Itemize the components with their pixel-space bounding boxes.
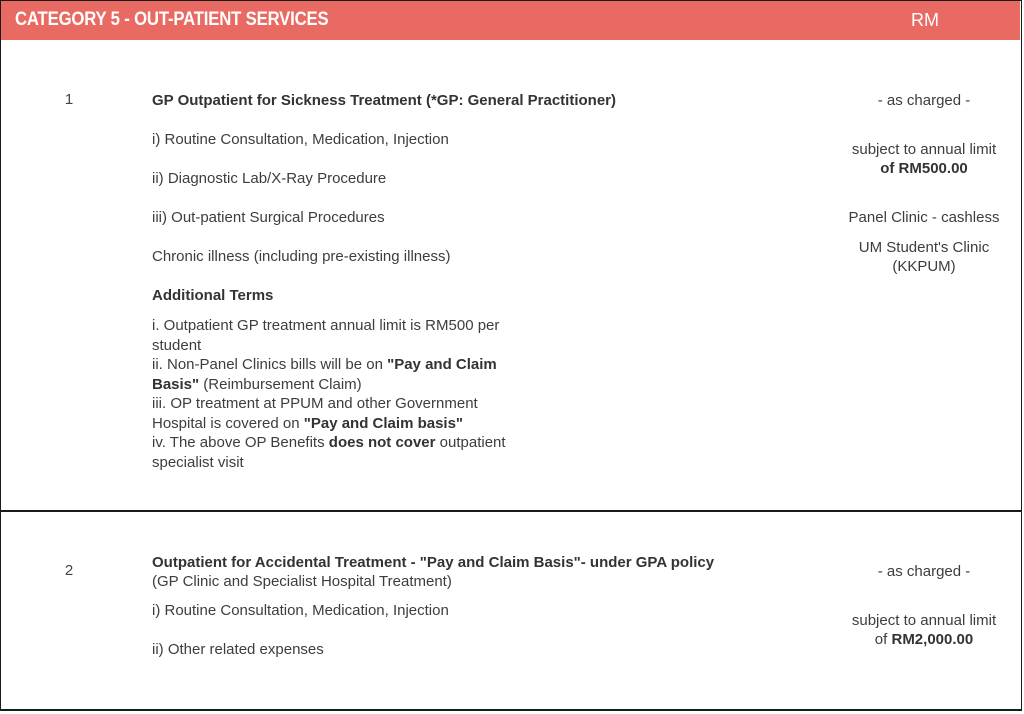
category-title: CATEGORY 5 - OUT-PATIENT SERVICES xyxy=(15,9,329,30)
term-text: ii. Non-Panel Clinics bills will be on xyxy=(152,356,388,373)
term-item: i. Outpatient GP treatment annual limit is RM500 per student xyxy=(152,317,500,354)
term-item xyxy=(152,433,532,472)
row-divider xyxy=(0,510,1022,512)
limit-prefix: of xyxy=(874,631,892,648)
benefit-item: ii) Diagnostic Lab/X-Ray Procedure xyxy=(152,170,387,187)
amount-limit xyxy=(824,611,1024,649)
term-emphasis: "Pay and Claim Basis" xyxy=(152,356,497,393)
benefit-subtitle: (GP Clinic and Specialist Hospital Treatment) xyxy=(152,573,452,590)
category-header xyxy=(1,1,1020,40)
benefit-item: i) Routine Consultation, Medication, Injection xyxy=(152,131,449,148)
amount-as-charged: - as charged - xyxy=(877,92,971,109)
benefit-title: GP Outpatient for Sickness Treatment (*GP: General Practitioner) xyxy=(152,92,617,109)
panel-clinic-note: Panel Clinic - cashless xyxy=(848,209,1000,226)
term-item xyxy=(152,355,532,394)
benefit-item: iii) Out-patient Surgical Procedures xyxy=(152,209,385,226)
clinic-name: UM Student's Clinic xyxy=(858,239,990,256)
amount-limit xyxy=(824,140,1024,178)
limit-value: of RM500.00 xyxy=(880,160,968,177)
limit-text: subject to annual limit xyxy=(851,141,997,158)
student-clinic-note xyxy=(824,238,1024,276)
limit-line xyxy=(824,630,1024,649)
clinic-abbrev: (KKPUM) xyxy=(892,258,956,275)
term-item xyxy=(152,394,532,433)
benefit-item: i) Routine Consultation, Medication, Injection xyxy=(152,602,449,619)
term-emphasis: does not cover xyxy=(328,434,436,451)
term-emphasis: "Pay and Claim basis" xyxy=(303,414,464,432)
benefit-item: ii) Other related expenses xyxy=(152,641,324,658)
term-text: iii. OP treatment at PPUM and other Government Hospital is covered on xyxy=(152,395,478,432)
limit-value: RM2,000.00 xyxy=(891,631,974,648)
row-number: 2 xyxy=(64,562,74,579)
term-text: iv. The above OP Benefits xyxy=(152,434,329,451)
additional-terms-heading: Additional Terms xyxy=(152,287,274,304)
amount-as-charged: - as charged - xyxy=(877,563,971,580)
row-number: 1 xyxy=(64,91,74,108)
additional-terms-list xyxy=(152,316,532,472)
amount-column-header: RM xyxy=(911,10,939,30)
limit-text: subject to annual limit xyxy=(851,612,997,629)
term-text: outpatient specialist visit xyxy=(152,434,506,471)
term-text: (Reimbursement Claim) xyxy=(199,375,362,393)
benefit-title: Outpatient for Accidental Treatment - "Pay and Claim Basis"- under GPA policy xyxy=(152,554,715,571)
benefit-item: Chronic illness (including pre-existing illness) xyxy=(152,248,451,265)
